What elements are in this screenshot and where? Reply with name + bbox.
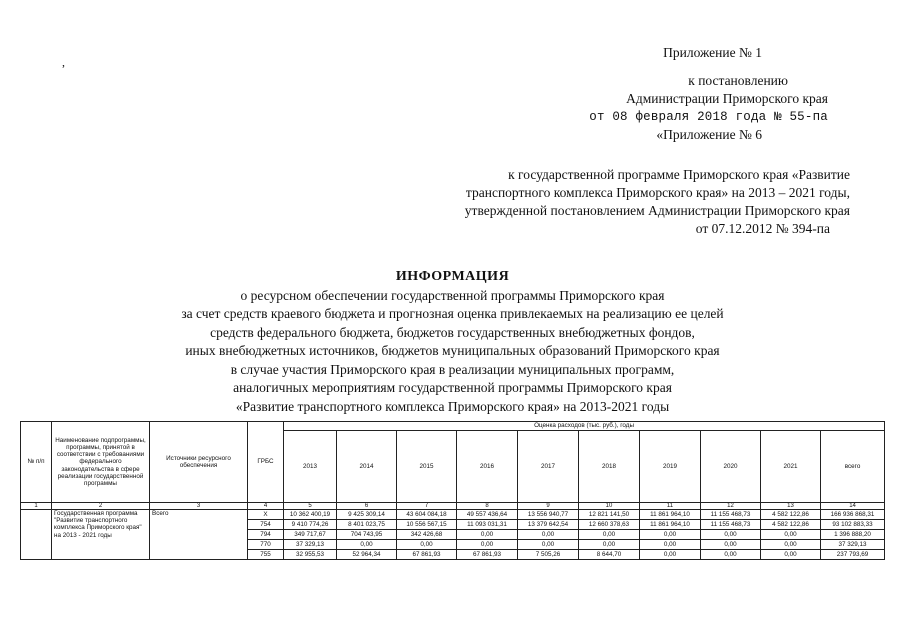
- header-program-name: Наименование подпрограммы, программы, принятой в соответствии с требованиями федерального законодательства в сфере реализации государственной программы: [52, 422, 150, 503]
- header-year: 2017: [518, 431, 579, 503]
- program-reference: [465, 166, 850, 238]
- resource-table: [20, 421, 885, 560]
- value-cell: 0,00: [457, 540, 518, 550]
- header-year: 2019: [640, 431, 701, 503]
- column-number: 5: [284, 503, 337, 510]
- value-cell: 237 793,69: [821, 550, 885, 560]
- header-year: 2013: [284, 431, 337, 503]
- program-name-cell: Государственная программа "Развитие транспортного комплекса Приморского края" на 2013 - 2021 годы: [52, 510, 150, 560]
- title-line: иных внебюджетных источников, бюджетов муниципальных образований Приморского края: [185, 343, 720, 358]
- resolution-date: от 08 февраля 2018 года № 55-па: [589, 110, 828, 124]
- header-year: 2021: [761, 431, 821, 503]
- header-total: всего: [821, 431, 885, 503]
- value-cell: 4 582 122,86: [761, 520, 821, 530]
- value-cell: 13 379 642,54: [518, 520, 579, 530]
- appendix-header: [589, 44, 850, 144]
- value-cell: 8 401 023,75: [337, 520, 397, 530]
- header-source: Источники ресурсного обеспечения: [150, 422, 248, 503]
- value-cell: 0,00: [518, 530, 579, 540]
- value-cell: 11 093 031,31: [457, 520, 518, 530]
- column-number: 7: [397, 503, 457, 510]
- column-number: 2: [52, 503, 150, 510]
- header-grbs: ГРБС: [248, 422, 284, 503]
- value-cell: 0,00: [761, 550, 821, 560]
- value-cell: 43 604 084,18: [397, 510, 457, 520]
- value-cell: 11 861 964,10: [640, 510, 701, 520]
- value-cell: 0,00: [579, 540, 640, 550]
- header-year: 2015: [397, 431, 457, 503]
- column-number: 13: [761, 503, 821, 510]
- header-year: 2020: [701, 431, 761, 503]
- value-cell: 13 556 940,77: [518, 510, 579, 520]
- source-cell: Всего: [150, 510, 248, 560]
- value-cell: 0,00: [518, 540, 579, 550]
- table-row: [21, 510, 885, 520]
- title-line: за счет средств краевого бюджета и прогнозная оценка привлекаемых на реализацию ее целей: [181, 306, 724, 321]
- title-line: о ресурсном обеспечении государственной программы Приморского края: [240, 287, 665, 303]
- header-year: 2018: [579, 431, 640, 503]
- value-cell: 0,00: [640, 540, 701, 550]
- grbs-cell: 794: [248, 530, 284, 540]
- title-line: в случае участия Приморского края в реализации муниципальных программ,: [230, 361, 675, 377]
- value-cell: 0,00: [397, 540, 457, 550]
- column-number: 11: [640, 503, 701, 510]
- value-cell: 12 660 378,63: [579, 520, 640, 530]
- resource-table-wrapper: [20, 421, 884, 560]
- value-cell: 9 410 774,26: [284, 520, 337, 530]
- value-cell: 0,00: [701, 530, 761, 540]
- value-cell: 1 396 888,20: [821, 530, 885, 540]
- value-cell: 67 861,93: [457, 550, 518, 560]
- title-line: средств федерального бюджета, бюджетов государственных внебюджетных фондов,: [210, 324, 695, 340]
- program-ref-line: от 07.12.2012 № 394-па: [695, 221, 830, 236]
- value-cell: 0,00: [701, 540, 761, 550]
- grbs-cell: 770: [248, 540, 284, 550]
- title-line: «Развитие транспортного комплекса Приморского края» на 2013-2021 годы: [235, 398, 670, 414]
- value-cell: 10 556 567,15: [397, 520, 457, 530]
- grbs-cell: 754: [248, 520, 284, 530]
- value-cell: 0,00: [761, 530, 821, 540]
- value-cell: 93 102 883,33: [821, 520, 885, 530]
- column-number: 14: [821, 503, 885, 510]
- value-cell: 0,00: [701, 550, 761, 560]
- column-number: 4: [248, 503, 284, 510]
- value-cell: 67 861,93: [397, 550, 457, 560]
- program-ref-line: к государственной программе Приморского края «Развитие: [508, 167, 850, 182]
- value-cell: 349 717,67: [284, 530, 337, 540]
- value-cell: 0,00: [640, 530, 701, 540]
- value-cell: 11 861 964,10: [640, 520, 701, 530]
- value-cell: 0,00: [640, 550, 701, 560]
- value-cell: 52 964,34: [337, 550, 397, 560]
- value-cell: 0,00: [761, 540, 821, 550]
- value-cell: 166 936 868,31: [821, 510, 885, 520]
- column-number: 10: [579, 503, 640, 510]
- program-ref-line: транспортного комплекса Приморского края» на 2013 – 2021 годы,: [465, 185, 850, 200]
- document-title: [100, 268, 805, 416]
- value-cell: 32 955,53: [284, 550, 337, 560]
- stray-mark: ,: [62, 55, 65, 69]
- value-cell: 704 743,95: [337, 530, 397, 540]
- column-number: 3: [150, 503, 248, 510]
- value-cell: 0,00: [457, 530, 518, 540]
- value-cell: 11 155 468,73: [701, 510, 761, 520]
- column-number: 1: [21, 503, 52, 510]
- row-np-cell: [21, 510, 52, 560]
- program-ref-line: утвержденной постановлением Администрации Приморского края: [464, 203, 850, 218]
- value-cell: 37 329,13: [284, 540, 337, 550]
- header-np: № п/п: [21, 422, 52, 503]
- value-cell: 12 821 141,50: [579, 510, 640, 520]
- title-line: аналогичных мероприятиям государственной программы Приморского края: [233, 380, 672, 395]
- grbs-cell: 755: [248, 550, 284, 560]
- value-cell: 11 155 468,73: [701, 520, 761, 530]
- value-cell: 0,00: [337, 540, 397, 550]
- column-number: 8: [457, 503, 518, 510]
- administration-name: Администрации Приморского края: [626, 91, 828, 106]
- resolution-ref: к постановлению: [688, 73, 788, 88]
- header-year: 2014: [337, 431, 397, 503]
- value-cell: 9 425 309,14: [337, 510, 397, 520]
- column-number-row: [21, 503, 885, 510]
- column-number: 9: [518, 503, 579, 510]
- title-heading: ИНФОРМАЦИЯ: [395, 269, 510, 284]
- value-cell: 0,00: [579, 530, 640, 540]
- header-estimate: Оценка расходов (тыс. руб.), годы: [284, 422, 885, 431]
- appendix-number: Приложение № 1: [663, 45, 762, 60]
- column-number: 12: [701, 503, 761, 510]
- value-cell: 8 644,70: [579, 550, 640, 560]
- value-cell: 7 505,26: [518, 550, 579, 560]
- appendix-6-label: «Приложение № 6: [656, 127, 762, 142]
- grbs-cell: Х: [248, 510, 284, 520]
- header-year: 2016: [457, 431, 518, 503]
- value-cell: 49 557 436,64: [457, 510, 518, 520]
- value-cell: 10 362 400,19: [284, 510, 337, 520]
- column-number: 6: [337, 503, 397, 510]
- value-cell: 37 329,13: [821, 540, 885, 550]
- value-cell: 4 582 122,86: [761, 510, 821, 520]
- value-cell: 342 426,68: [397, 530, 457, 540]
